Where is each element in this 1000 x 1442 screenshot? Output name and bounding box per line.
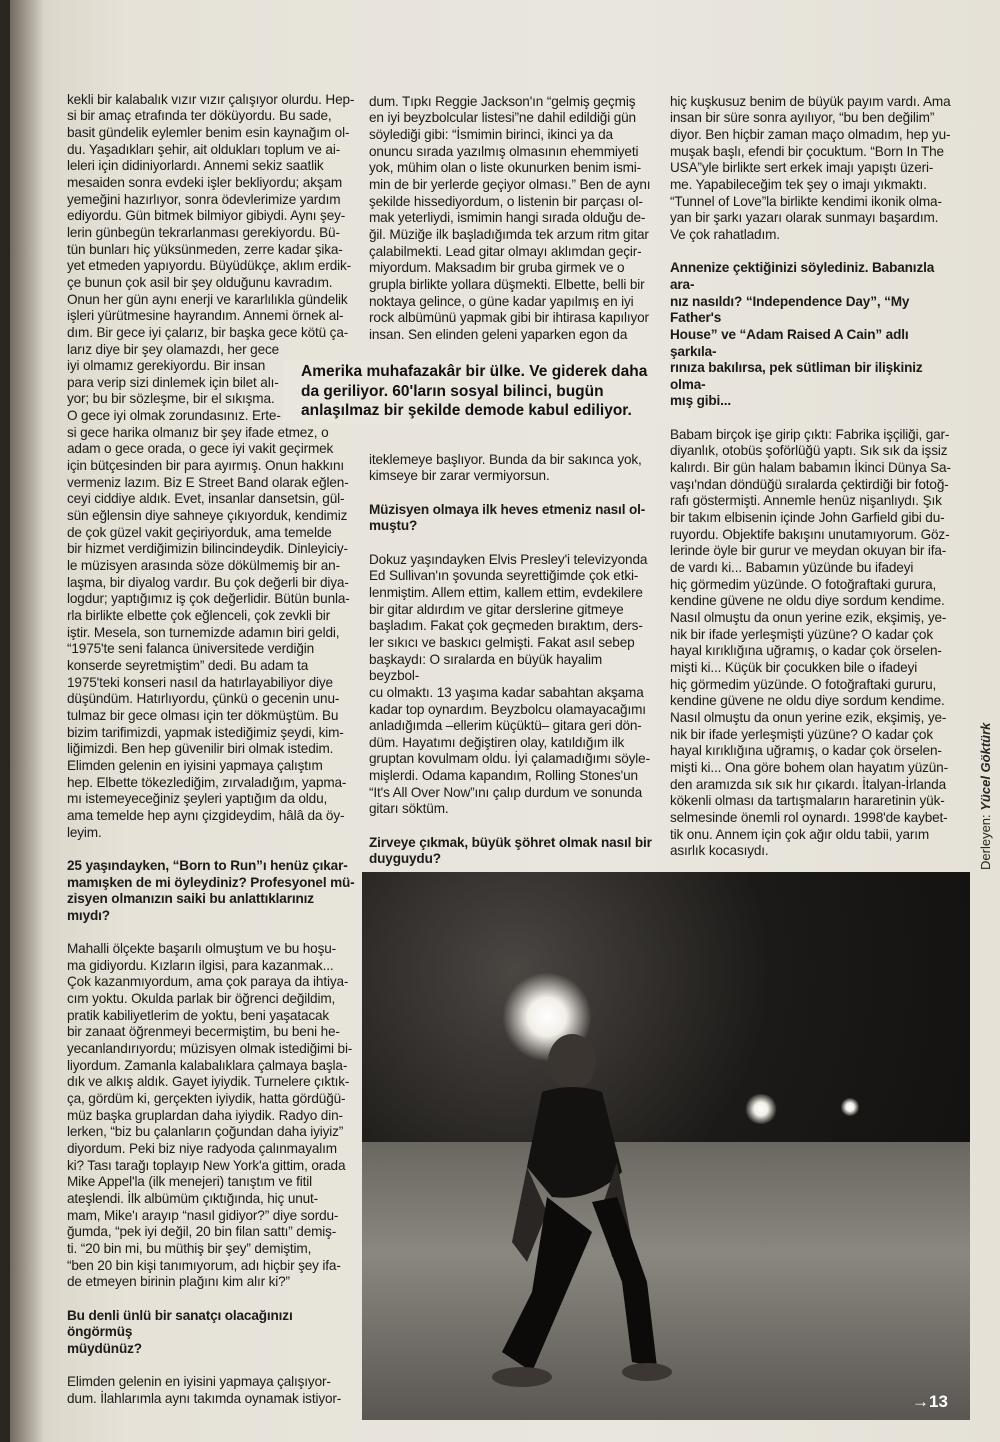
question-born-to-run: 25 yaşındayken, “Born to Run”ı henüz çıkar- mamışken de mi öyleydiniz? Profesyonel mü- zisyen olmanızın saiki bu anlattıklarınız mıydı? bbox=[67, 857, 355, 923]
column-1 bbox=[67, 75, 357, 1406]
col3-paragraph: hiç kuşkusuz benim de büyük payım vardı. Ama insan bir süre sonra ayılıyor, “bu ben değilim” diyor. Ben hiçbir zaman maço olmadım, hep yu- muşak başlı, efendi bir çocuktum. “Born In The USA”yle birlikte sert erkek imajı yapıştı üzeri- me. Yapabileceğim tek şey o imajı yıkmaktı. “Tunnel of Love”la birlikte kendimi ikonik olma- yan bir şarkı yazarı olarak sunmayı başardım. Ve çok rahatladım. bbox=[670, 93, 951, 242]
answer-first-music: Dokuz yaşındayken Elvis Presley'i televizyonda Ed Sullivan'ın şovunda seyrettiğimde çok etki- lenmiştim. Allem ettim, kallem ettim, evdekilere bir gitar aldırdım ve gitar derslerine gitmeye başladım. Fakat çok geçmeden bıraktım, ders- ler sıkıcı ve baskıcı gelmişti. Fakat asıl sebep başkaydı: O sıralarda en büyük hayalim beyzbol- cu olmaktı. 13 yaşıma kadar sabahtan akşama kadar top oynardım. Beyzbolcu olamayacağımı anladığımda –ellerim küçüktü– gitara geri dön- düm. Hayatımı değiştiren olay, katıldığım ilk gruptan kovulmam oldu. İyi çalamadığımı söyle- mişlerdi. Odama kapandım, Rolling Stones'un “It's All Over Now”ını çalıp durdum ve sonunda gitarı söktüm. bbox=[369, 551, 650, 817]
night-parking-lot-photo bbox=[362, 872, 970, 1420]
question-father: Annenize çektiğinizi söylediniz. Babanızla ara- nız nasıldı? “Independence Day”, “My Father's House” ve “Adam Raised A Cain” adlı şarkıla- rınıza bakılırsa, pek sütliman bir ilişkiniz olma- mış gibi... bbox=[670, 260, 935, 409]
page-number: →13 bbox=[912, 1392, 948, 1411]
magazine-page bbox=[10, 0, 1000, 1442]
question-first-music: Müzisyen olmaya ilk heves etmeniz nasıl ol- muştu? bbox=[369, 501, 646, 534]
answer-born-to-run: Mahalli ölçekte başarılı olmuştum ve bu hoşu- ma gidiyordu. Kızların ilgisi, para kazanmak... Çok kazanmıyordum, ama çok paraya da ihtiya- cım yoktu. Okulda parlak bir öğrenci değildim, pratik kabiliyetlerim de yoktu, beni yaşatacak bir zanaat öğrenmeyi becermiştim, bu beni he- yecanlandırıyordu; müzisyen olmak istediğimi bi- liyordum. Zamanla kalabalıklara çalmaya başla- dık ve alkış aldık. Gayet iyiydik. Turnelere çıktık- ça, gördüm ki, gerçekten iyiydik, hatta gördüğü- müz başka gruplardan daha iyiydik. Radyo din- lerken, “biz bu çalanların çoğundan daha iyiyiz” diyordum. Peki biz niye radyoda çalınmayalım ki? Tası tarağı toplayıp New York'a gittim, orada Mike Appel'la (ilk menejeri) tanıştım ve fitil ateşlendi. İlk albümüm çıktığında, hiç unut- mam, Mike'ı arayıp “nasıl gidiyor?” diye sordu- ğumda, “pek iyi değil, 20 bin filan sattı” demiş- ti. “20 bin mi, bu müthiş bir şey” demiştim, “ben 20 bin kişi tanımıyorum, adı hiçbir şey ifa- de etmeyen birinin plağını kim alır ki?” bbox=[67, 941, 353, 1290]
answer-fame-foreseen: Elimden gelenin en iyisini yapmaya çalışıyor- dum. İlahlarımla aynı takımda oynamak istiyor- bbox=[67, 1374, 342, 1406]
col1-paragraph: kekli bir kalabalık vızır vızır çalışıyor olurdu. Hep- si bir amaç etrafında ter döküyordu. Bu sade, basit gündelik eylemler benim esin kaynağım ol- du. Yaşadıkları şehir, ait oldukları toplum ve ai- leleri için didiniyorlardı. Annemi sekiz saatlik mesaiden sonra evdeki işler bekliyordu; akşam yemeğini hazırlıyor, sonra ödevlerimize yardım ediyordu. Gün bitmek bilmiyor gibiydi. Aynı şey- lerin günbegün tekrarlanması gerekiyordu. Bü- tün bunları hiç yüksünmeden, zerre kadar şika- yet etmeden yapıyordu. Büyüdükçe, aklım erdik- çe bunun çok asil bir şey olduğunu kavradım. Onun her gün aynı enerji ve kararlılıkla gündelik işleri yürütmesine hayrandım. Annemi örnek al- dım. Bir gece iyi çalarız, bir başka gece kötü ça- larız diye bir şey olamazdı, her gece iyi olmamız gerekiyordu. Bir insan para verip sizi dinlemek için bilet alı- yor; bu bir sözleşme, bir el sıkışma. O gece iyi olmak zorundasınız. Erte- si gece harika olmanız bir şey ifade etmez, o adam o gece orada, o gece iyi vakit geçirmek için bütçesinden bir para ayırmış. Onun hakkını vermeniz lazım. Biz E Street Band olarak eğlen- ceyi ciddiye aldık. Evet, insanlar dansetsin, gül- sün eğlensin diye sahneye çıkıyorduk, kendimiz de çok güzel vakit geçiriyorduk, ama temelde bir hizmet verdiğimizin bilincindeydik. Dinleyiciy- le müzisyen arasında söze dökülmemiş bir an- laşma, bir diyalog vardır. Bu çok değerli bir diya- logdur; yaptığımız iş çok değerlidir. Bütün bunla- rla birlikte elbette çok eğlenceli, çok zevkli bir iştir. Mesela, son turnemizde adamın biri geldi, “1975'te seni falanca üniversitede verdiğin konserde seyretmiştim” dedi. Bu adam ta 1975'teki konseri nasıl da hatırlayabiliyor diye düşündüm. Hatırlıyordu, çünkü o gecenin unu- tulmaz bir gece olması için ter dökmüştüm. Bu bizim tarifimizdi, yapmak istediğimiz şeydi, kim- liğimizdi. Ben hep güvenilir biri olmak istedim. Elimden gelenin en iyisini yapmaya çalıştım hep. Elbette tökezlediğim, zırvaladığım, yapma- mı istemeyeceğiniz şeyleri yaptığım da oldu, ama temelde hep aynı çizgideydim, hâlâ da öy- leyim. bbox=[67, 91, 355, 840]
author-credit bbox=[978, 723, 993, 870]
page-spine-shadow bbox=[10, 0, 44, 1442]
distant-lamp-glow bbox=[744, 1094, 778, 1124]
question-fame-foreseen: Bu denli ünlü bir sanatçı olacağınızı öngörmüş müydünüz? bbox=[67, 1307, 293, 1356]
question-fame-feeling: Zirveye çıkmak, büyük şöhret olmak nasıl bir duyguydu? bbox=[369, 834, 652, 867]
answer-father: Babam birçok işe girip çıktı: Fabrika işçiliği, gar- diyanlık, otobüs şoförlüğü yaptı. Sık sık da işsiz kalırdı. Bir gün halam babamın İkinci Dünya Sa- vaşı'ndan döndüğü sıralarda çektirdiği bir fotoğ- rafı göstermişti. Annemle henüz nişanlıydı. Şık bir takım elbisenin içinde John Garfield gibi du- ruyordu. Objektife bakışını unutamıyorum. Göz- lerinde öyle bir gurur ve meydan okuyan bir ifa- de vardı ki... Babamın yüzünde bu ifadeyi hiç görmedim yüzünde. O fotoğraftaki gurura, kendine güvene ne oldu diye sordum kendime. Nasıl olmuştu da onun yerine ezik, ekşimiş, ye- nik bir ifade yerleşmişti yüzüne? O kadar çok hayal kırıklığına uğramış, o kadar çok örselen- mişti ki... Küçük bir çocukken bile o ifadeyi hiç görmedim yüzünde. O fotoğraftaki gururu, kendine güvene ne oldu diye sordum kendime. Nasıl olmuştu da onun yerine ezik, ekşimiş, ye- nik bir ifade yerleşmişti yüzüne? O kadar çok hayal kırıklığına uğramış, o kadar çok örselen- mişti ki... Ona göre bohem olan hayatım yüzün- den aramızda sık sık hır çıkardı. İtalyan-İrlanda kökenli olması da tartışmaların hararetinin yük- selmesinde önemli rol oynardı. 1998'de kaybet- tik onu. Annem için çok ağır oldu tabii, yarım asırlık kocasıydı. bbox=[670, 426, 951, 859]
credit-name: Yücel Göktürk bbox=[978, 722, 993, 811]
credit-label: Derleyen: bbox=[978, 814, 993, 870]
pull-quote: Amerika muhafazakâr bir ülke. Ve giderek daha da geriliyor. 60'ların sosyal bilinci, bugün anlaşılmaz bir şekilde demode kabul ediliyor. bbox=[283, 360, 691, 423]
col2-paragraph: dum. Tıpkı Reggie Jackson'ın “gelmiş geçmiş en iyi beyzbolcular listesi”ne dahil edildiği gün söylediği gibi: “İsmimin birinci, ikinci ya da onuncu sırada yazılmış olmasının ehemmiyeti yok, mühim olan o liste okunurken benim ismi- min de bir yerlerde geçiyor olması.” Ben de aynı şekilde hissediyordum, o listenin bir parçası ol- mak yeterliydi, ismimin hangi sırada olduğu de- ğil. Müziğe ilk başladığımda tek arzum ritm gitar çalabilmekti. Lead gitar olmayı aklımdan geçir- miyordum. Maksadım bir gruba girmek ve o grupla birlikte yollara düşmekti. Elbette, belli bir noktaya gelince, o güne kadar yapılmış en iyi rock albümünü yapmak gibi bir ihtirasa kapılıyor insan. Sen elinden geleni yaparken egon da bbox=[369, 93, 651, 342]
col2-paragraph-2: iteklemeye başlıyor. Bunda da bir sakınca yok, kimseye bir zarar vermiyorsun. bbox=[369, 451, 642, 484]
crouching-man-figure bbox=[472, 1032, 672, 1420]
column-2-top bbox=[369, 77, 654, 360]
distant-lamp-glow-small bbox=[840, 1098, 860, 1116]
